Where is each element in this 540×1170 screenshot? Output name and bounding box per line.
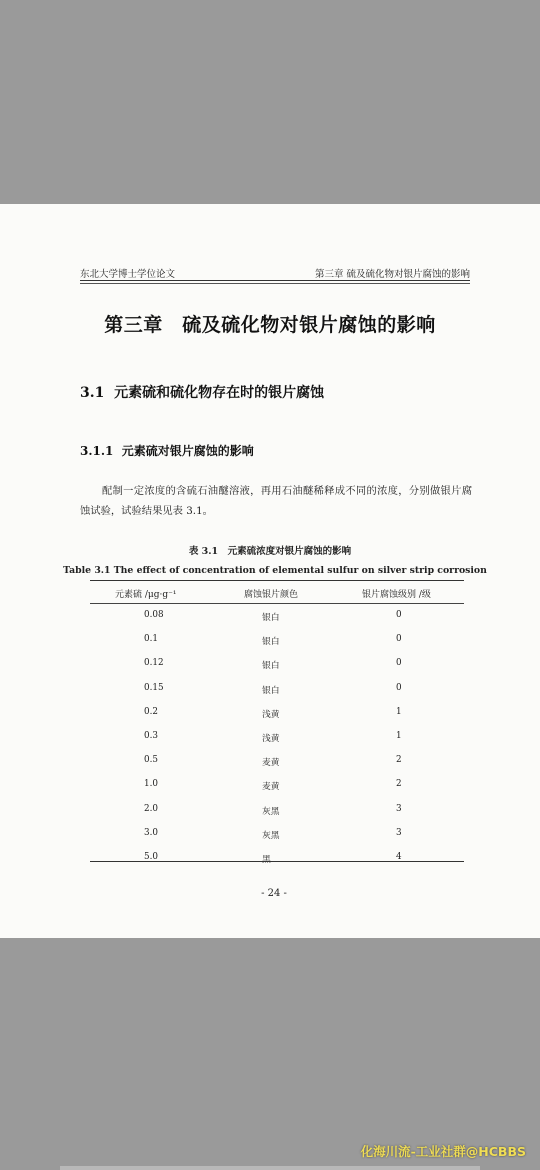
- cell-grade: 0: [396, 610, 402, 620]
- document-page: [0, 204, 540, 938]
- header-rule-thick: [80, 280, 470, 281]
- running-header: [80, 266, 470, 280]
- chapter-title: 第三章 硫及硫化物对银片腐蚀的影响: [104, 314, 436, 336]
- section-title: 元素硫和硫化物存在时的银片腐蚀: [114, 385, 325, 401]
- cell-sulfur: 0.08: [144, 610, 164, 620]
- cell-grade: 4: [396, 851, 402, 862]
- cell-sulfur: 0.15: [144, 682, 164, 693]
- scroll-indicator[interactable]: [60, 1166, 480, 1170]
- table-row: [90, 749, 464, 773]
- table-row: [90, 822, 464, 846]
- cell-color: 银白: [262, 637, 280, 648]
- table-row: [90, 652, 464, 676]
- cell-sulfur: 3.0: [144, 827, 158, 838]
- watermark-text: 化海川流-工业社群@HCBBS: [360, 1144, 526, 1159]
- cell-sulfur: 0.3: [144, 730, 158, 741]
- table-bottom-rule: [90, 861, 464, 862]
- cell-sulfur: 0.1: [144, 634, 158, 645]
- subsection-number: 3.1.1: [80, 444, 114, 458]
- cell-color: 麦黄: [262, 782, 280, 793]
- cell-color: 浅黄: [262, 709, 280, 720]
- table-row: [90, 604, 464, 628]
- table-header-sulfur: 元素硫 /μg·g⁻¹: [115, 590, 177, 600]
- cell-color: 灰黑: [262, 830, 280, 841]
- cell-color: 银白: [262, 661, 280, 672]
- cell-grade: 1: [396, 706, 402, 717]
- cell-sulfur: 2.0: [144, 803, 158, 814]
- cell-sulfur: 0.12: [144, 658, 164, 669]
- cell-grade: 0: [396, 658, 402, 669]
- cell-color: 浅黄: [262, 733, 280, 744]
- cell-color: 灰黑: [262, 806, 280, 817]
- table-row: [90, 798, 464, 822]
- header-rule-thin: [80, 283, 470, 284]
- cell-color: 银白: [262, 685, 280, 696]
- section-heading: [80, 382, 324, 402]
- table-caption-cn: 表 3.1 元素硫浓度对银片腐蚀的影响: [188, 546, 352, 557]
- cell-grade: 3: [396, 803, 402, 814]
- cell-grade: 0: [396, 682, 402, 693]
- subsection-heading: [80, 442, 254, 459]
- header-left: 东北大学博士学位论文: [80, 269, 176, 280]
- table-body: [90, 604, 464, 870]
- body-paragraph: 配制一定浓度的含硫石油醚溶液，再用石油醚稀释成不同的浓度，分别做银片腐蚀试验，试验结果见表 3.1。: [80, 485, 472, 517]
- cell-grade: 2: [396, 755, 402, 766]
- table-header-grade: 银片腐蚀级别 /级: [362, 590, 431, 600]
- table-row: [90, 677, 464, 701]
- table-header-color: 腐蚀银片颜色: [244, 590, 299, 600]
- table-top-rule: [90, 580, 464, 581]
- subsection-title: 元素硫对银片腐蚀的影响: [121, 444, 254, 458]
- cell-sulfur: 5.0: [144, 851, 158, 862]
- cell-grade: 1: [396, 730, 402, 741]
- cell-color: 麦黄: [262, 758, 280, 769]
- header-right: 第三章 硫及硫化物对银片腐蚀的影响: [314, 269, 470, 280]
- table-row: [90, 846, 464, 870]
- cell-color: 银白: [262, 613, 280, 623]
- cell-grade: 3: [396, 827, 402, 838]
- table-row: [90, 701, 464, 725]
- table-row: [90, 773, 464, 797]
- cell-sulfur: 1.0: [144, 779, 158, 790]
- table-caption-en: Table 3.1 The effect of concentration of elemental sulfur on silver strip corrosion: [63, 565, 487, 576]
- cell-color: 黑: [262, 854, 271, 865]
- cell-sulfur: 0.2: [144, 706, 158, 717]
- cell-sulfur: 0.5: [144, 755, 158, 766]
- cell-grade: 0: [396, 634, 402, 645]
- cell-grade: 2: [396, 779, 402, 790]
- table-row: [90, 628, 464, 652]
- section-number: 3.1: [80, 385, 105, 401]
- table-row: [90, 725, 464, 749]
- page-number: - 24 -: [261, 888, 287, 899]
